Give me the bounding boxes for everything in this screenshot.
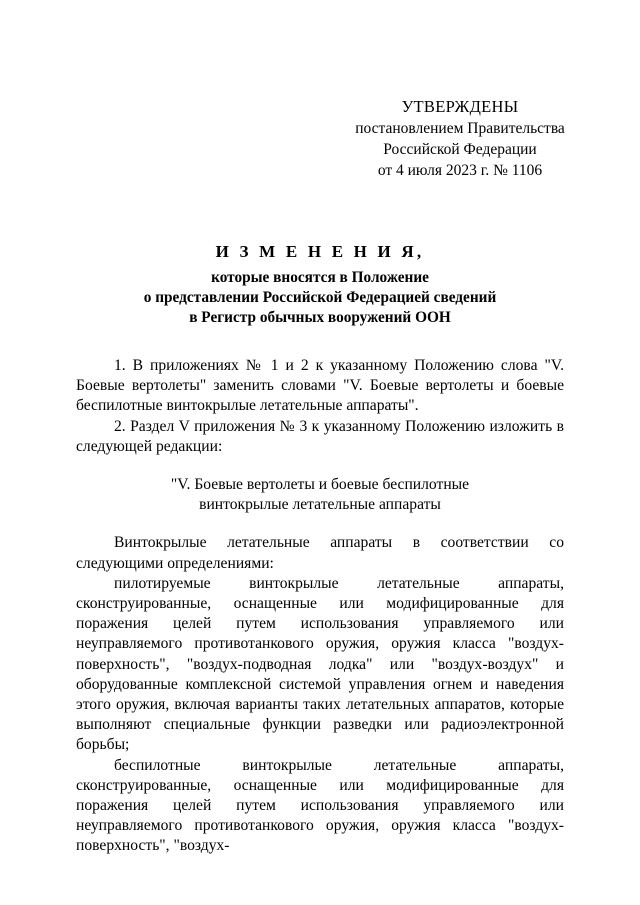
approval-line-2: Российской Федерации (383, 141, 537, 158)
approval-line-3: от 4 июля 2023 г. № 1106 (377, 162, 543, 179)
paragraph-2: 2. Раздел V приложения № 3 к указанному Положению изложить в следующей редакции: (76, 417, 564, 455)
section-heading (76, 475, 564, 515)
approval-stamp (340, 96, 580, 181)
document-body (76, 356, 564, 857)
title-line-2: о представлении Российской Федерацией сведений (143, 289, 497, 306)
approval-line-1: постановлением Правительства (355, 120, 565, 137)
title-line-3: в Регистр обычных вооружений ООН (189, 309, 451, 326)
title-main: И З М Е Н Е Н И Я, (215, 242, 425, 261)
paragraph-3: Винтокрылые летательные аппараты в соответствии со следующими определениями: (76, 534, 564, 572)
paragraph-5: беспилотные винтокрылые летательные аппараты, сконструированные, оснащенные или модифицированные для поражения целей путем использования управляемого или неуправляемого противотанкового оружия, оружия класса "воздух-поверхность", "воздух- (76, 756, 564, 855)
document-title (0, 241, 640, 328)
title-line-1: которые вносятся в Положение (211, 269, 429, 286)
section-heading-line-2: винтокрылые летательные аппараты (199, 496, 441, 514)
approval-heading: УТВЕРЖДЕНЫ (401, 97, 519, 116)
paragraph-1: 1. В приложениях № 1 и 2 к указанному Положению слова "V. Боевые вертолеты" заменить словами "V. Боевые вертолеты и боевые беспилотные винтокрылые летательные аппараты". (76, 357, 564, 415)
section-heading-line-1: "V. Боевые вертолеты и боевые беспилотные (170, 476, 470, 494)
paragraph-4: пилотируемые винтокрылые летательные аппараты, сконструированные, оснащенные или модифицированные для поражения целей путем использования управляемого или неуправляемого противотанкового оружия, оружия класса "воздух-поверхность", "воздух-подводная лодка" или "воздух-воздух" и оборудованные комплексной системой управления огнем и наведения этого оружия, включая варианты таких летательных аппаратов, которые выполняют специальные функции разведки или радиоэлектронной борьбы; (76, 574, 564, 754)
